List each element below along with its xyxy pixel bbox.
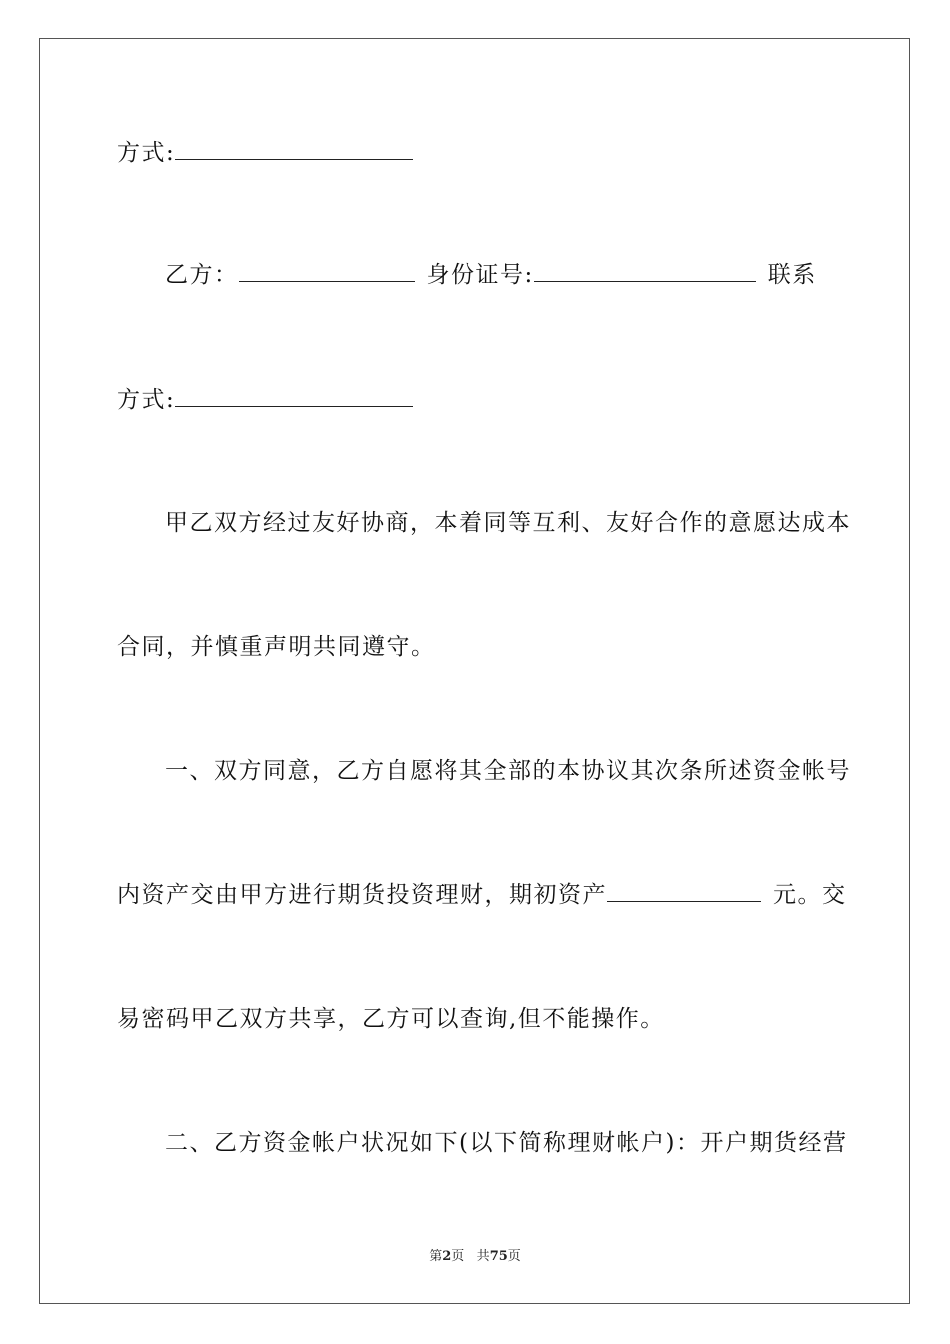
id-number-label: 身份证号: (426, 262, 534, 288)
footer-total-prefix: 共 (476, 1249, 490, 1264)
party-b-line (165, 260, 837, 290)
contact-method-line-a (117, 138, 837, 168)
footer-page-suffix: 页 (451, 1249, 465, 1264)
contact-method-blank-b (175, 386, 413, 407)
paragraph-intro-line-2: 合同，并慎重声明共同遵守。 (117, 634, 436, 660)
clause-one-line-2-text: 内资产交由甲方进行期货投资理财，期初资产 (117, 882, 607, 908)
initial-assets-blank (607, 881, 761, 902)
contact-method-blank-a (175, 139, 413, 160)
paragraph-intro-line-1: 甲乙双方经过友好协商，本着同等互利、友好合作的意愿达成本 (165, 510, 851, 536)
page-footer (0, 1248, 950, 1266)
page-border (39, 38, 910, 1304)
footer-page-number: 2 (442, 1249, 452, 1264)
clause-two-line-1: 二、乙方资金帐户状况如下(以下简称理财帐户)：开户期货经营 (165, 1130, 848, 1156)
contact-method-label-a: 方式: (117, 140, 176, 166)
contact-method-label-b: 方式: (117, 387, 176, 413)
contact-method-line-b (117, 385, 837, 415)
footer-total-suffix: 页 (507, 1249, 521, 1264)
clause-one-line-2-tail: 元。交 (773, 882, 847, 908)
contact-label: 联系 (767, 262, 817, 288)
footer-total-pages: 75 (489, 1249, 508, 1264)
party-b-label: 乙方： (165, 262, 239, 288)
clause-one-line-1: 一、双方同意，乙方自愿将其全部的本协议其次条所述资金帐号 (165, 758, 851, 784)
party-b-name-blank (239, 261, 415, 282)
clause-one-line-3: 易密码甲乙双方共享，乙方可以查询,但不能操作。 (117, 1006, 665, 1032)
clause-one-line-2 (117, 880, 847, 910)
id-number-blank (534, 261, 756, 282)
footer-page-prefix: 第 (429, 1249, 443, 1264)
